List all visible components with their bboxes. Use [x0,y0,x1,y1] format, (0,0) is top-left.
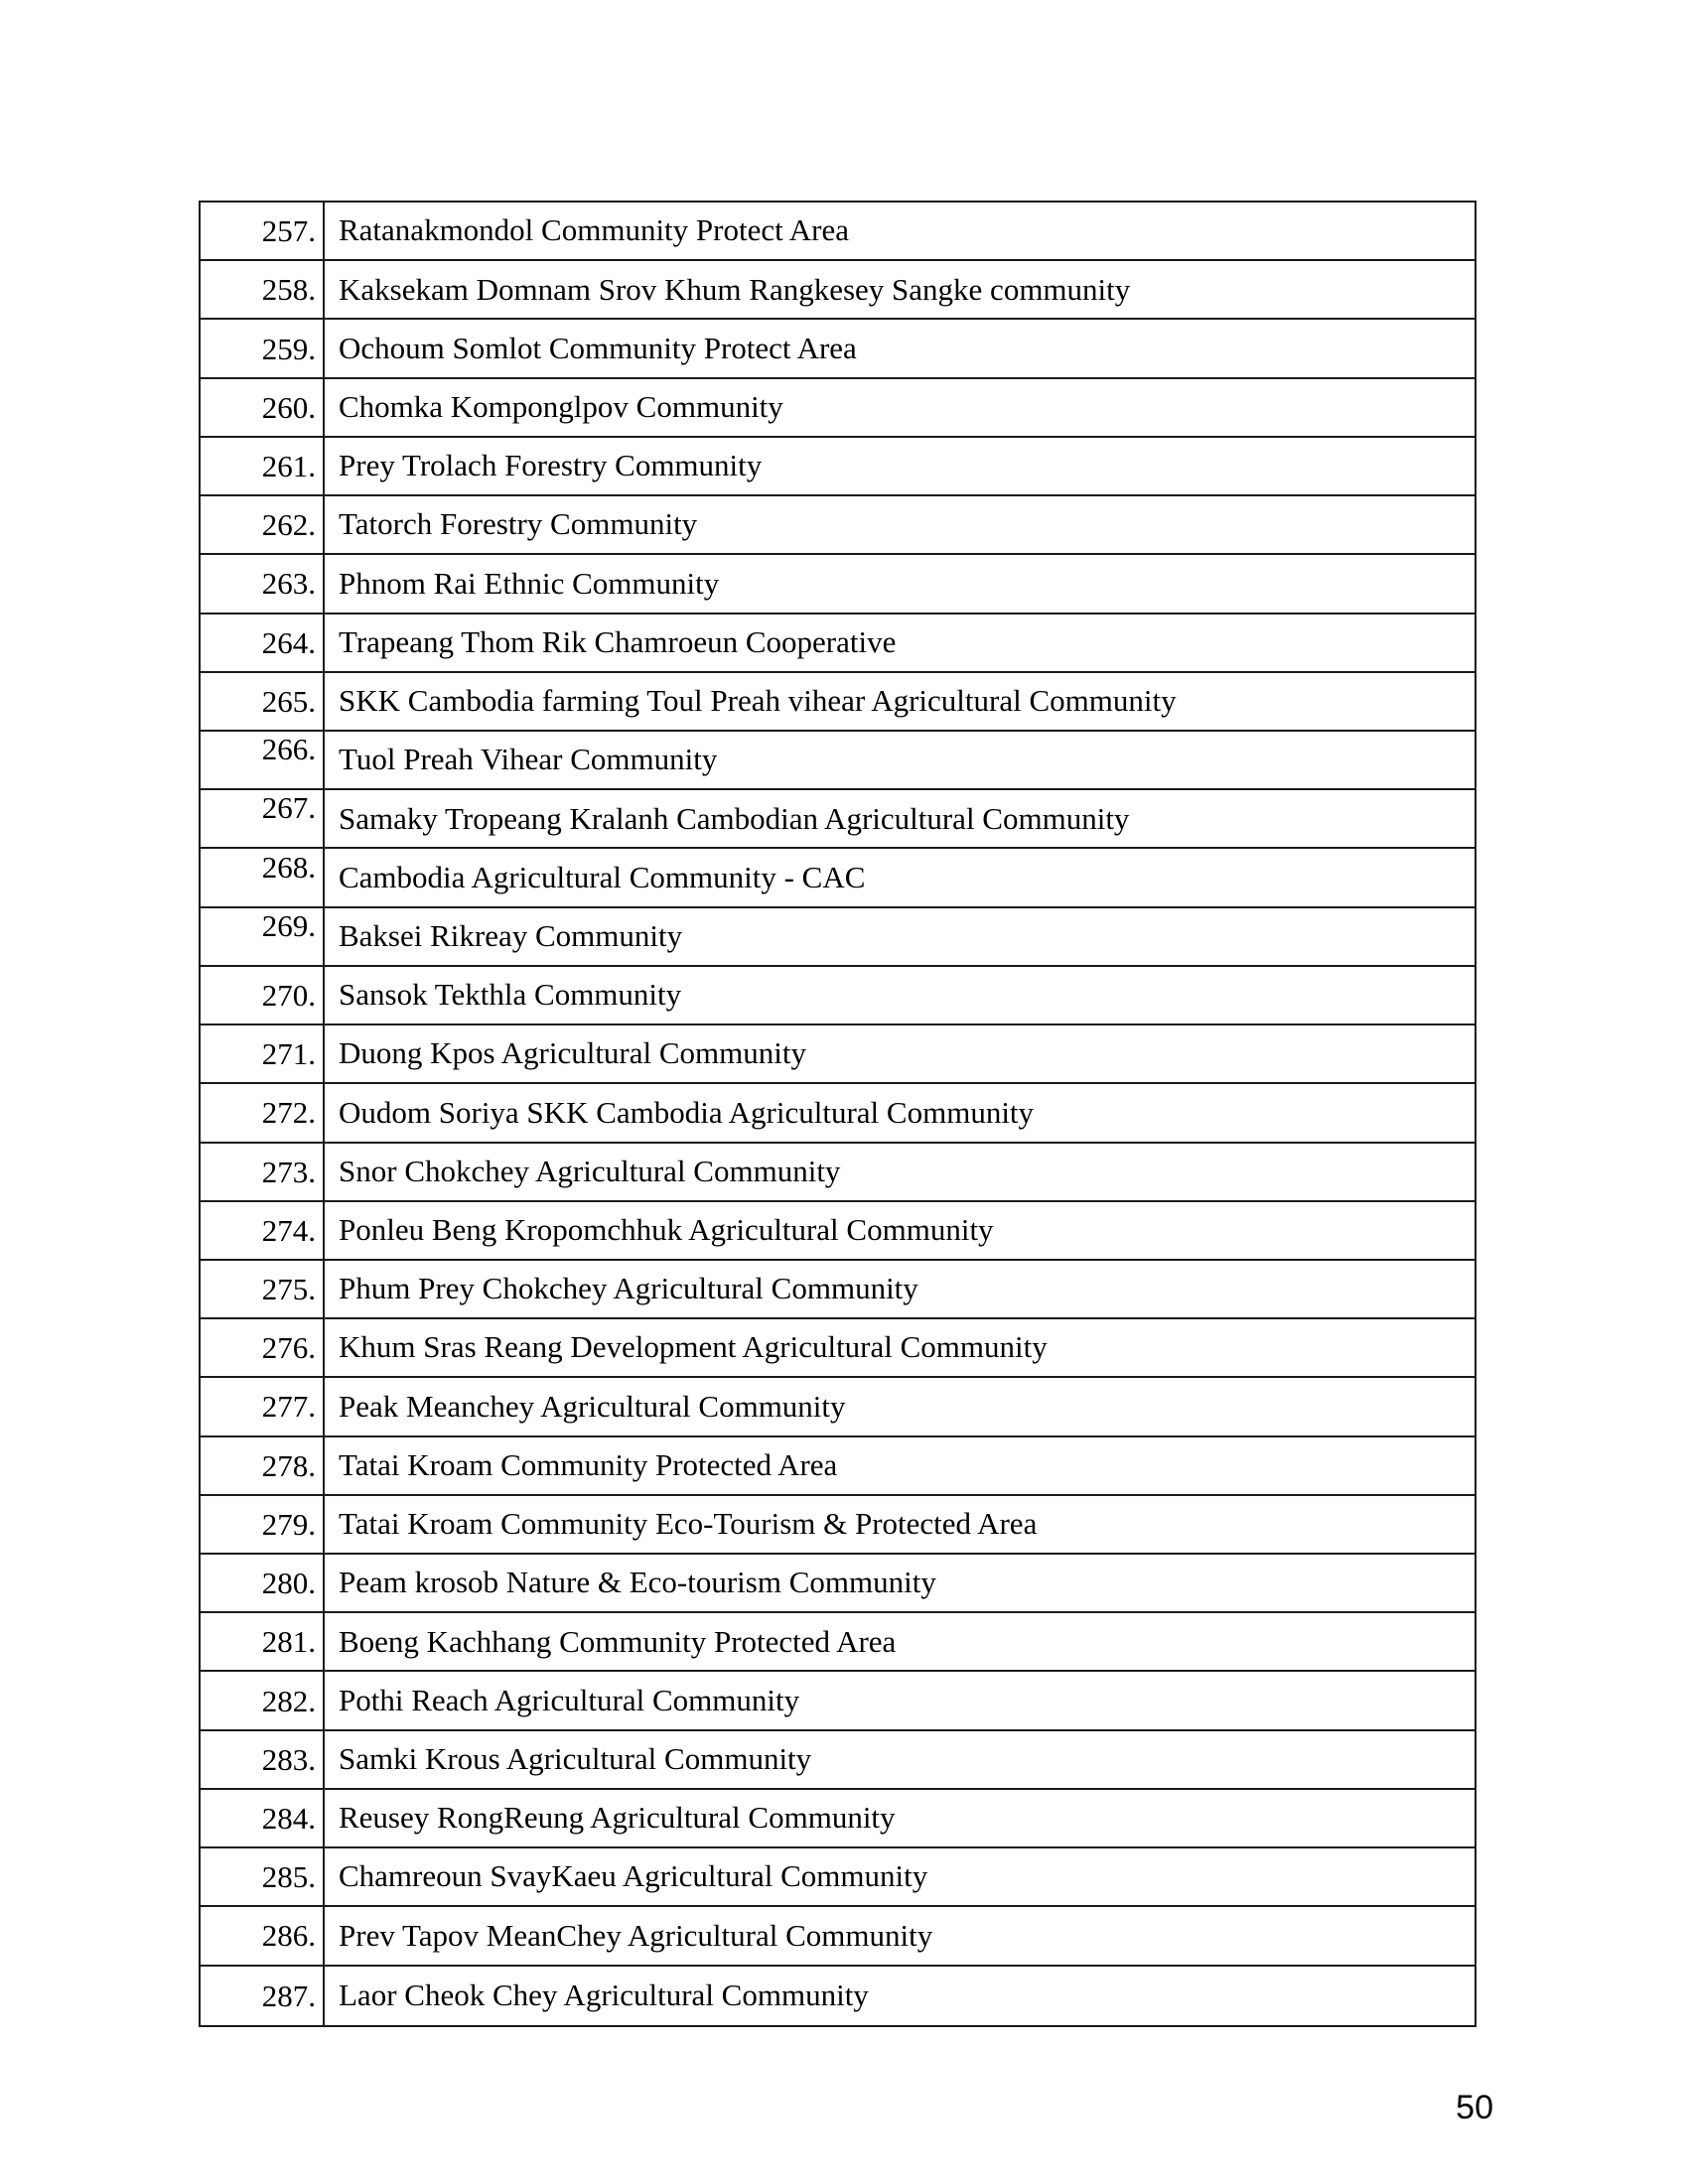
row-number: 284. [261,1801,316,1837]
row-name-cell [325,1025,1475,1082]
row-name-cell [325,1613,1475,1670]
community-table [199,201,1477,2027]
row-number-cell [201,673,325,730]
row-number-cell [201,908,325,965]
table-row [201,1555,1475,1613]
table-row [201,320,1475,378]
row-name-cell [325,203,1475,259]
table-row [201,1202,1475,1261]
row-name-cell [325,1790,1475,1846]
row-number: 278. [261,1447,316,1483]
row-number: 276. [261,1330,316,1366]
row-number-cell [201,1319,325,1376]
row-number: 258. [261,272,316,308]
row-name-cell [325,849,1475,905]
row-name: Ponleu Beng Kropomchhuk Agricultural Community [339,1212,994,1248]
table-row [201,1084,1475,1143]
row-name: Snor Chokchey Agricultural Community [339,1153,841,1188]
table-row [201,203,1475,261]
row-name-cell [325,908,1475,965]
row-name-cell [325,438,1475,494]
row-name: Sansok Tekthla Community [339,977,682,1013]
row-name: Prey Trolach Forestry Community [339,448,763,483]
row-name: SKK Cambodia farming Toul Preah vihear Agricultural Community [339,683,1177,719]
row-number: 285. [261,1859,316,1895]
row-number-cell [201,1378,325,1434]
row-number-cell [201,1202,325,1259]
row-number-cell [201,732,325,788]
table-row [201,555,1475,614]
row-number: 270. [261,977,316,1013]
row-name: Tuol Preah Vihear Community [339,742,718,777]
row-number-cell [201,1496,325,1553]
row-number: 261. [261,448,316,483]
row-number-cell [201,1907,325,1964]
row-number: 275. [261,1272,316,1307]
row-name: Baksei Rikreay Community [339,917,683,953]
row-number-cell [201,320,325,376]
row-name-cell [325,732,1475,788]
table-row [201,1261,1475,1319]
row-name: Laor Cheok Chey Agricultural Community [339,1977,869,2012]
row-number: 274. [261,1212,316,1248]
row-number: 266. [261,732,316,767]
table-row [201,1025,1475,1084]
table-row [201,1790,1475,1848]
row-name-cell [325,1202,1475,1259]
row-name: Phum Prey Chokchey Agricultural Community [339,1271,918,1306]
row-name-cell [325,1378,1475,1434]
row-name-cell [325,967,1475,1024]
row-number: 279. [261,1506,316,1542]
row-name: Ratanakmondol Community Protect Area [339,212,849,248]
row-name: Pothi Reach Agricultural Community [339,1682,800,1717]
row-number-cell [201,438,325,494]
row-name-cell [325,673,1475,730]
row-number: 281. [261,1624,316,1660]
table-row [201,790,1475,849]
row-number-cell [201,1144,325,1200]
row-name-cell [325,614,1475,671]
row-number-cell [201,555,325,612]
table-row [201,379,1475,438]
row-name: Peam krosob Nature & Eco-tourism Community [339,1565,936,1600]
table-row [201,1848,1475,1907]
row-number: 264. [261,624,316,660]
row-name-cell [325,1848,1475,1905]
table-row [201,1378,1475,1436]
row-name: Duong Kpos Agricultural Community [339,1035,807,1071]
row-name: Ochoum Somlot Community Protect Area [339,330,857,365]
table-row [201,1144,1475,1202]
table-row [201,908,1475,967]
row-name: Samki Krous Agricultural Community [339,1741,812,1777]
row-name-cell [325,1261,1475,1317]
row-number: 263. [261,566,316,602]
row-number-cell [201,261,325,318]
table-row [201,1613,1475,1672]
row-number-cell [201,1967,325,2025]
row-name-cell [325,1907,1475,1964]
row-number-cell [201,1084,325,1141]
row-number-cell [201,1613,325,1670]
table-row [201,614,1475,673]
row-name-cell [325,555,1475,612]
row-number: 267. [261,790,316,826]
table-row [201,1319,1475,1378]
row-name: Peak Meanchey Agricultural Community [339,1388,846,1424]
row-name: Samaky Tropeang Kralanh Cambodian Agricultural Community [339,800,1130,836]
row-name: Chamreoun SvayKaeu Agricultural Community [339,1858,928,1894]
row-name: Tatorch Forestry Community [339,506,698,542]
row-number: 265. [261,683,316,719]
row-name-cell [325,1967,1475,2025]
table-row [201,438,1475,496]
row-number-cell [201,1261,325,1317]
row-name: Phnom Rai Ethnic Community [339,565,720,601]
table-row [201,496,1475,555]
row-number: 269. [261,907,316,943]
table-row [201,1967,1475,2025]
table-row [201,1496,1475,1555]
table-row [201,673,1475,732]
row-number-cell [201,1437,325,1494]
table-row [201,849,1475,907]
row-number-cell [201,496,325,553]
row-number: 282. [261,1683,316,1718]
row-name-cell [325,1496,1475,1553]
row-number-cell [201,1025,325,1082]
row-number: 262. [261,507,316,543]
row-name: Tatai Kroam Community Eco-Tourism & Protected Area [339,1506,1038,1542]
row-number-cell [201,790,325,847]
row-name: Cambodia Agricultural Community - CAC [339,859,866,894]
row-number: 260. [261,389,316,425]
row-name-cell [325,320,1475,376]
row-number: 268. [261,849,316,885]
row-number-cell [201,1848,325,1905]
row-name: Chomka Komponglpov Community [339,388,783,424]
row-name-cell [325,261,1475,318]
row-number: 272. [261,1095,316,1131]
row-number-cell [201,1672,325,1728]
row-number: 277. [261,1389,316,1425]
row-name-cell [325,1555,1475,1611]
row-number: 273. [261,1154,316,1189]
row-number-cell [201,849,325,905]
row-name-cell [325,379,1475,436]
row-name: Oudom Soriya SKK Cambodia Agricultural Community [339,1094,1035,1130]
row-number: 257. [261,213,316,249]
row-number-cell [201,1555,325,1611]
row-number: 271. [261,1036,316,1072]
row-name-cell [325,1319,1475,1376]
row-number-cell [201,614,325,671]
table-row [201,1907,1475,1966]
row-number-cell [201,379,325,436]
row-name-cell [325,496,1475,553]
row-name-cell [325,790,1475,847]
table-row [201,1437,1475,1496]
row-name: Prev Tapov MeanChey Agricultural Community [339,1917,933,1953]
row-name: Boeng Kachhang Community Protected Area [339,1623,897,1659]
row-name: Trapeang Thom Rik Chamroeun Cooperative [339,623,897,659]
row-name: Khum Sras Reang Development Agricultural Community [339,1329,1048,1365]
row-name-cell [325,1731,1475,1788]
table-row [201,1731,1475,1790]
table-row [201,967,1475,1025]
row-number-cell [201,1731,325,1788]
row-number: 283. [261,1741,316,1777]
row-name-cell [325,1084,1475,1141]
table-row [201,1672,1475,1730]
row-name-cell [325,1437,1475,1494]
row-number-cell [201,967,325,1024]
row-number-cell [201,1790,325,1846]
row-name-cell [325,1144,1475,1200]
row-number: 287. [261,1978,316,2013]
row-name: Tatai Kroam Community Protected Area [339,1446,838,1482]
table-row [201,732,1475,790]
table-row [201,261,1475,320]
row-number: 259. [261,331,316,366]
row-number-cell [201,203,325,259]
row-number: 280. [261,1566,316,1601]
row-name: Kaksekam Domnam Srov Khum Rangkesey Sangke community [339,271,1131,307]
row-name-cell [325,1672,1475,1728]
row-number: 286. [261,1918,316,1954]
page-number: 50 [1456,2089,1493,2126]
row-name: Reusey RongReung Agricultural Community [339,1800,896,1836]
